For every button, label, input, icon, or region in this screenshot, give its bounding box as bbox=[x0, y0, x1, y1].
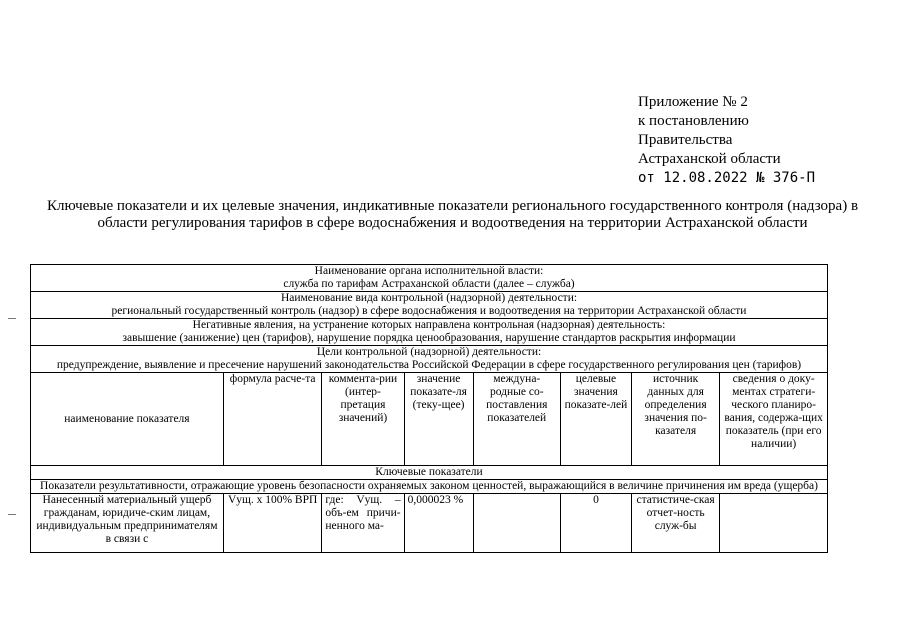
key-indicators-heading: Ключевые показатели bbox=[31, 466, 828, 480]
column-header: наименование показателя bbox=[31, 373, 224, 466]
appendix-date-line: от 12.08.2022 № 376-П bbox=[638, 170, 816, 186]
indicator-name-cell: Нанесенный материальный ущерб гражданам, юридиче-ским лицам, индивидуальным предпринимателям в связи с bbox=[31, 494, 224, 553]
column-header-row bbox=[31, 373, 828, 466]
appendix-line: к постановлению bbox=[638, 113, 749, 129]
negative-value: завышение (занижение) цен (тарифов), нарушение порядка ценообразования, нарушение стандартов раскрытия информации bbox=[122, 332, 736, 344]
negative-phenomena-section bbox=[31, 319, 828, 346]
activity-value: региональный государственный контроль (надзор) в сфере водоснабжения и водоотведения на территории Астраханской области bbox=[111, 305, 747, 317]
appendix-line: Правительства bbox=[638, 132, 733, 148]
column-header: сведения о доку-ментах стратеги-ческого планиро-вания, содержа-щих показатель (при его наличии) bbox=[720, 373, 828, 466]
data-source-cell: статистиче-ская отчет-ность служ-бы bbox=[631, 494, 719, 553]
activity-label: Наименование вида контрольной (надзорной) деятельности: bbox=[280, 292, 578, 304]
appendix-line: Приложение № 2 bbox=[638, 94, 748, 110]
activity-section bbox=[31, 292, 828, 319]
authority-section bbox=[31, 265, 828, 292]
goals-section bbox=[31, 346, 828, 373]
formula-cell: Vущ. x 100% ВРП bbox=[223, 494, 321, 553]
column-header: формула расче-та bbox=[223, 373, 321, 466]
table-row bbox=[31, 494, 828, 553]
target-value-cell: 0 bbox=[560, 494, 631, 553]
performance-section-heading: Показатели результативности, отражающие уровень безопасности охраняемых законом ценностей, выражающийся в величине причинения им вреда (ущерба) bbox=[31, 480, 828, 494]
comment-cell: где: Vущ. – объ-ем причи-ненного ма- bbox=[322, 494, 404, 553]
documents-cell bbox=[720, 494, 828, 553]
column-header: источник данных для определения значения по-казателя bbox=[631, 373, 719, 466]
document-title: Ключевые показатели и их целевые значения, индикативные показатели регионального государственного контроля (надзора) в области регулирования тарифов в сфере водоснабжения и водоотведения на территории Астраханской области bbox=[46, 198, 859, 231]
goals-value: предупреждение, выявление и пресечение нарушений законодательства Российской Федерации в сфере государственного регулирования цен (тарифов) bbox=[56, 359, 802, 371]
current-value-cell: 0,000023 % bbox=[404, 494, 473, 553]
negative-label: Негативные явления, на устранение которых направлена контрольная (надзорная) деятельность: bbox=[192, 319, 666, 331]
international-cell bbox=[473, 494, 560, 553]
goals-label: Цели контрольной (надзорной) деятельности: bbox=[316, 346, 542, 358]
column-header: значение показате-ля (теку-щее) bbox=[404, 373, 473, 466]
appendix-line: Астраханской области bbox=[638, 151, 781, 167]
authority-label: Наименование органа исполнительной власти: bbox=[314, 265, 544, 277]
indicators-table bbox=[30, 264, 828, 553]
appendix-block bbox=[638, 93, 815, 188]
column-header: междуна-родные со-поставления показателей bbox=[473, 373, 560, 466]
column-header: целевые значения показате-лей bbox=[560, 373, 631, 466]
scan-mark bbox=[8, 318, 16, 319]
authority-value: служба по тарифам Астраханской области (далее – служба) bbox=[283, 278, 575, 290]
scan-mark bbox=[8, 514, 16, 515]
column-header: коммента-рии (интер-претация значений) bbox=[322, 373, 404, 466]
